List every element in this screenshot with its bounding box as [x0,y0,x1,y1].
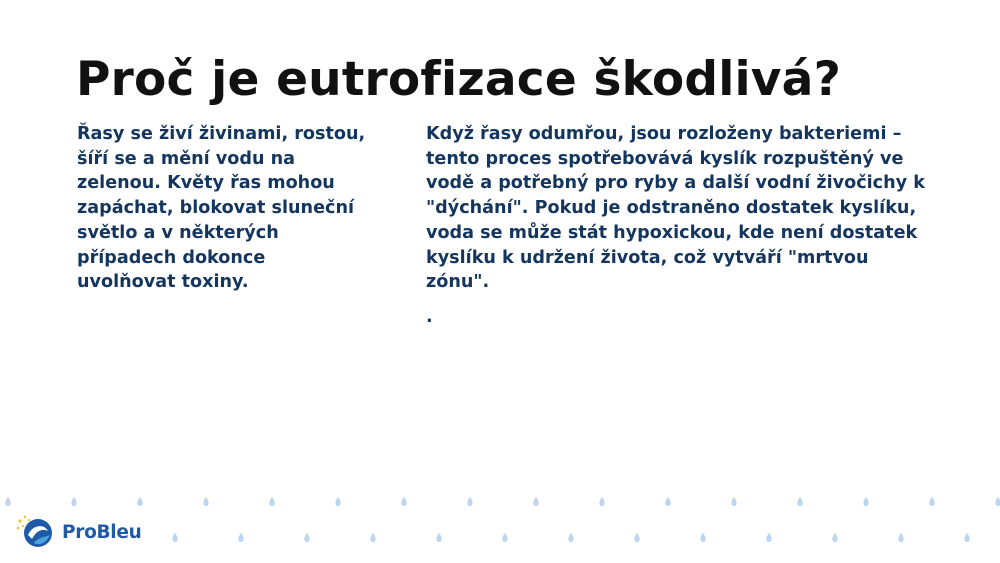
water-drop-icon [700,533,705,542]
water-drop-icon [731,497,736,506]
water-drop-icon [203,497,208,506]
water-drop-icon [863,497,868,506]
water-drop-icon [797,497,802,506]
water-drop-icon [898,533,903,542]
water-drop-icon [929,497,934,506]
water-drop-icon [238,533,243,542]
water-drop-icon [436,533,441,542]
water-drop-icon [599,497,604,506]
water-drop-icon [766,533,771,542]
water-drop-icon [401,497,406,506]
water-drop-icon [634,533,639,542]
water-drop-icon [137,497,142,506]
water-drop-icon [665,497,670,506]
water-drop-icon [533,497,538,506]
water-drop-icon [5,497,10,506]
water-drop-icon [269,497,274,506]
water-drop-icon [568,533,573,542]
right-trailing-dot: . [426,306,433,327]
water-drop-icon [304,533,309,542]
water-drop-icon [832,533,837,542]
water-drop-icon [467,497,472,506]
left-paragraph: Řasy se živí živinami, rostou, šíří se a mění vodu na zelenou. Květy řas mohou zapáchat, blokovat sluneční světlo a v některých případech dokonce uvolňovat toxiny. [77,124,366,293]
water-drop-icon [335,497,340,506]
water-drop-icon [995,497,1000,506]
left-text-column [77,122,367,295]
probleu-logo [14,512,141,552]
water-drop-icon [502,533,507,542]
water-drops-decoration [0,490,1000,550]
water-drop-icon [172,533,177,542]
right-paragraph: Když řasy odumřou, jsou rozloženy bakteriemi – tento proces spotřebovává kyslík rozpuštěný ve vodě a potřebný pro ryby a další vodní živočichy k "dýchání". Pokud je odstraněno dostatek kyslíku, voda se může stát hypoxickou, kde není dostatek kyslíku k udržení života, což vytváří "mrtvou zónu". [426,124,925,293]
right-text-column [426,122,926,330]
logo-text: ProBleu [62,521,142,543]
water-drop-icon [370,533,375,542]
water-drop-icon [964,533,969,542]
water-drop-icon [71,497,76,506]
slide-title: Proč je eutrofizace škodlivá? [76,52,842,107]
probleu-logo-icon [14,513,56,551]
